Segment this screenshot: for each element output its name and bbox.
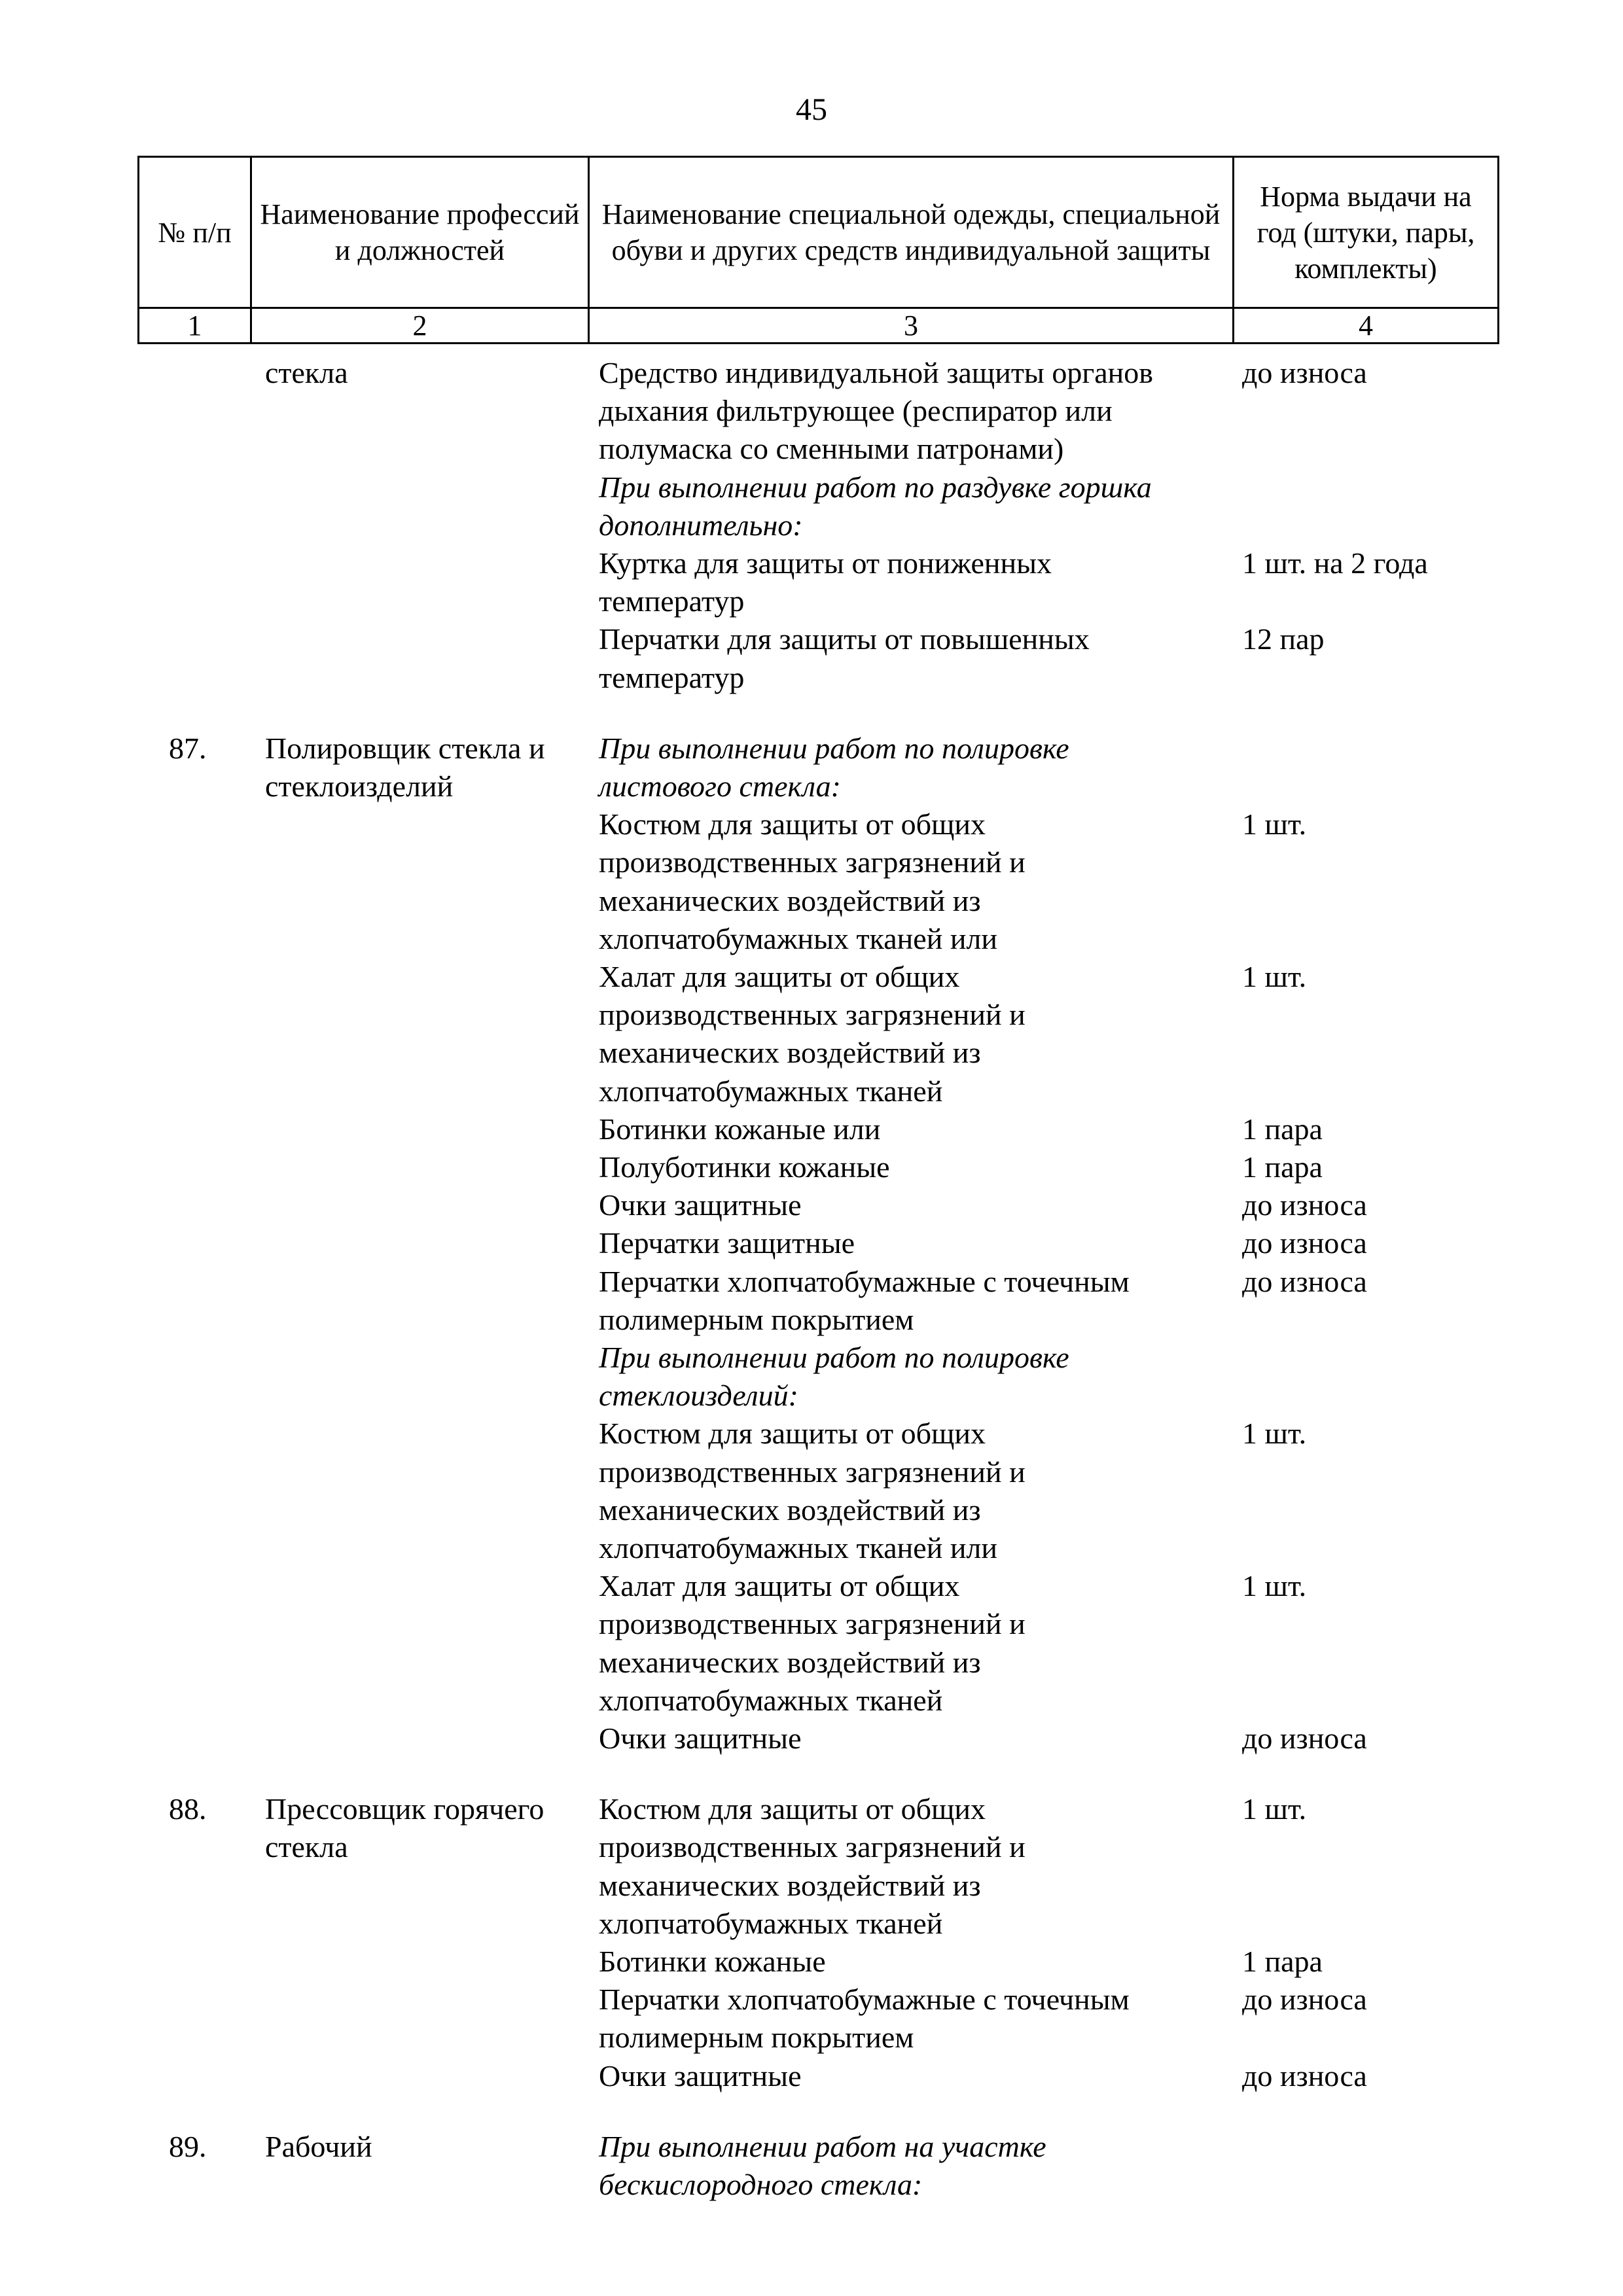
row-profession: Полировщик стекла и стеклоизделий: [265, 731, 545, 803]
header-col-equipment: Наименование специальной одежды, специальной обуви и других средств индивидуальной защиты: [589, 157, 1234, 308]
equipment-line: [0, 1186, 1623, 1224]
issue-norm: 1 шт.: [1242, 1569, 1307, 1603]
equipment-item: полимерным покрытием: [599, 2021, 914, 2055]
header-num-2: 2: [251, 308, 589, 344]
issue-norm: до износа: [1242, 1983, 1367, 2017]
issue-norm: 1 пара: [1242, 1112, 1323, 1146]
header-num-4: 4: [1234, 308, 1499, 344]
equipment-line: [0, 2128, 1623, 2166]
equipment-item: производственных загрязнений и: [599, 845, 1026, 879]
equipment-item: Средство индивидуальной защиты органов: [599, 356, 1153, 389]
equipment-line: [0, 1682, 1623, 1720]
equipment-line: [0, 1943, 1623, 1981]
equipment-item: хлопчатобумажных тканей: [599, 1074, 943, 1108]
equipment-item: Ботинки кожаные или: [599, 1112, 881, 1146]
equipment-item: механических воздействий из: [599, 1645, 981, 1679]
equipment-line: [0, 354, 1623, 392]
issue-norm: 1 пара: [1242, 1944, 1323, 1978]
equipment-line: [0, 1224, 1623, 1262]
equipment-line: [0, 430, 1623, 468]
equipment-item: Халат для защиты от общих: [599, 1569, 960, 1603]
equipment-line: [0, 958, 1623, 996]
equipment-item: Полуботинки кожаные: [599, 1150, 890, 1184]
equipment-line: [0, 2019, 1623, 2057]
row-number: 88.: [169, 1792, 207, 1826]
equipment-line: [0, 1790, 1623, 1828]
equipment-line: [0, 1529, 1623, 1567]
equipment-line: [0, 659, 1623, 697]
equipment-item: листового стекла:: [599, 769, 841, 803]
equipment-line: [0, 730, 1623, 768]
equipment-item: хлопчатобумажных тканей или: [599, 1530, 998, 1564]
issue-norm: 1 шт.: [1242, 959, 1307, 993]
row-profession: Прессовщик горячего стекла: [265, 1792, 544, 1864]
equipment-line: [0, 882, 1623, 920]
equipment-line: [0, 1491, 1623, 1529]
equipment-item: Костюм для защиты от общих: [599, 807, 986, 841]
header-num-1: 1: [139, 308, 251, 344]
equipment-item: производственных загрязнений и: [599, 998, 1026, 1032]
equipment-item: При выполнении работ по полировке: [599, 731, 1069, 765]
equipment-item: Перчатки хлопчатобумажные с точечным: [599, 1264, 1130, 1298]
issue-norm: до износа: [1242, 1264, 1367, 1298]
equipment-line: [0, 768, 1623, 805]
equipment-item: производственных загрязнений и: [599, 1455, 1026, 1489]
equipment-line: [0, 1110, 1623, 1148]
equipment-line: [0, 1905, 1623, 1943]
header-num-3: 3: [589, 308, 1234, 344]
equipment-item: стеклоизделий:: [599, 1379, 798, 1413]
equipment-item: Ботинки кожаные: [599, 1944, 826, 1978]
issue-norm: до износа: [1242, 1721, 1367, 1755]
equipment-item: механических воздействий из: [599, 1492, 981, 1527]
equipment-item: Перчатки защитные: [599, 1226, 855, 1260]
row-number: 89.: [169, 2129, 207, 2163]
equipment-line: [0, 392, 1623, 430]
equipment-line: [0, 1828, 1623, 1866]
equipment-line: [0, 805, 1623, 843]
issue-norm: 1 шт. на 2 года: [1242, 546, 1428, 580]
equipment-line: [0, 544, 1623, 582]
equipment-item: механических воздействий из: [599, 1036, 981, 1070]
equipment-line: [0, 1301, 1623, 1339]
equipment-line: [0, 843, 1623, 881]
equipment-line: [0, 2166, 1623, 2204]
equipment-line: [0, 1263, 1623, 1301]
equipment-line: [0, 920, 1623, 958]
equipment-item: Перчатки для защиты от повышенных: [599, 622, 1090, 656]
equipment-line: [0, 1644, 1623, 1682]
issue-norm: 12 пар: [1242, 622, 1325, 656]
equipment-line: [0, 620, 1623, 658]
equipment-line: [0, 1339, 1623, 1377]
equipment-line: [0, 1072, 1623, 1110]
equipment-item: хлопчатобумажных тканей: [599, 1683, 943, 1717]
equipment-line: [0, 1867, 1623, 1905]
table-header: [137, 156, 1499, 344]
equipment-line: [0, 1415, 1623, 1453]
equipment-line: [0, 1567, 1623, 1605]
equipment-item: Костюм для защиты от общих: [599, 1417, 986, 1451]
row-profession: стекла: [265, 356, 348, 389]
equipment-line: [0, 1377, 1623, 1415]
issue-norm: 1 шт.: [1242, 1792, 1307, 1826]
equipment-item: полумаска со сменными патронами): [599, 432, 1064, 466]
equipment-item: При выполнении работ по раздувке горшка: [599, 470, 1152, 504]
equipment-item: хлопчатобумажных тканей или: [599, 921, 998, 955]
issue-norm: до износа: [1242, 2058, 1367, 2093]
equipment-item: дополнительно:: [599, 508, 803, 542]
equipment-item: При выполнении работ по полировке: [599, 1340, 1069, 1374]
equipment-line: [0, 1453, 1623, 1491]
header-col-number: № п/п: [139, 157, 251, 308]
equipment-line: [0, 1148, 1623, 1186]
equipment-item: механических воздействий из: [599, 1868, 981, 1902]
equipment-item: температур: [599, 584, 745, 618]
equipment-item: Костюм для защиты от общих: [599, 1792, 986, 1826]
equipment-line: [0, 506, 1623, 544]
equipment-item: механических воздействий из: [599, 883, 981, 917]
equipment-line: [0, 1981, 1623, 2019]
equipment-item: дыхания фильтрующее (респиратор или: [599, 394, 1113, 428]
equipment-item: температур: [599, 660, 745, 694]
equipment-item: Халат для защиты от общих: [599, 959, 960, 993]
issue-norm: 1 пара: [1242, 1150, 1323, 1184]
equipment-line: [0, 1605, 1623, 1643]
equipment-item: хлопчатобумажных тканей: [599, 1906, 943, 1940]
equipment-line: [0, 996, 1623, 1034]
equipment-line: [0, 2057, 1623, 2095]
equipment-line: [0, 1034, 1623, 1072]
equipment-item: Очки защитные: [599, 2058, 802, 2093]
header-col-norm: Норма выдачи на год (штуки, пары, комплекты): [1234, 157, 1499, 308]
equipment-item: Куртка для защиты от пониженных: [599, 546, 1052, 580]
row-number: 87.: [169, 731, 207, 765]
equipment-line: [0, 1720, 1623, 1757]
equipment-line: [0, 582, 1623, 620]
equipment-item: производственных загрязнений и: [599, 1830, 1026, 1864]
header-col-profession: Наименование профессий и должностей: [251, 157, 589, 308]
issue-norm: до износа: [1242, 356, 1367, 389]
equipment-item: Очки защитные: [599, 1188, 802, 1222]
row-profession: Рабочий: [265, 2129, 372, 2163]
issue-norm: до износа: [1242, 1226, 1367, 1260]
equipment-item: Перчатки хлопчатобумажные с точечным: [599, 1983, 1130, 2017]
issue-norm: до износа: [1242, 1188, 1367, 1222]
page-number: 45: [796, 92, 827, 127]
equipment-item: Очки защитные: [599, 1721, 802, 1755]
issue-norm: 1 шт.: [1242, 1417, 1307, 1451]
equipment-item: При выполнении работ на участке: [599, 2129, 1046, 2163]
issue-norm: 1 шт.: [1242, 807, 1307, 841]
equipment-item: полимерным покрытием: [599, 1302, 914, 1336]
equipment-item: производственных загрязнений и: [599, 1607, 1026, 1641]
equipment-line: [0, 468, 1623, 506]
equipment-item: бескислородного стекла:: [599, 2167, 923, 2201]
